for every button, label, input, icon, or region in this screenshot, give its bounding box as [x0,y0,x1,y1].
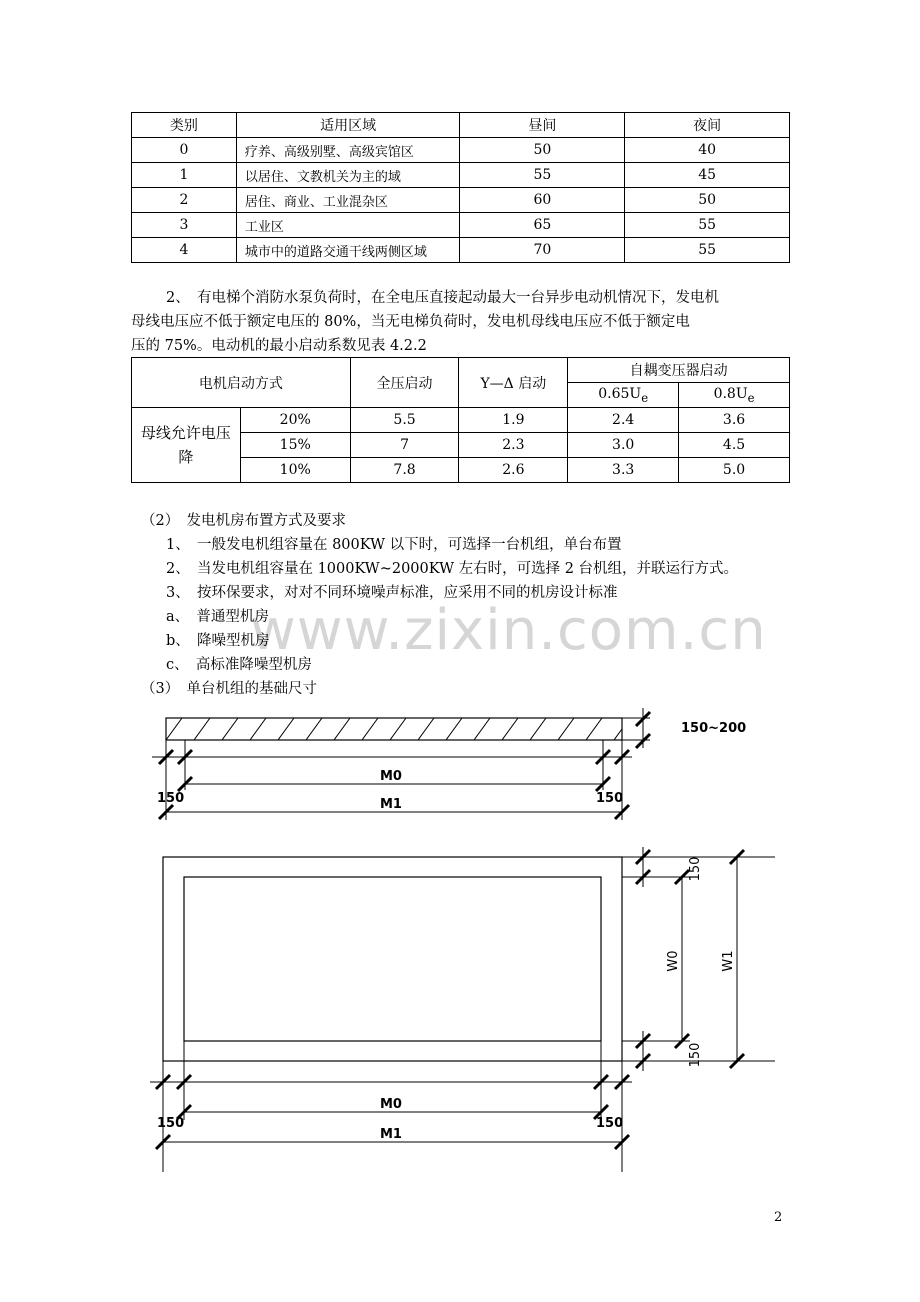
cell: 3.3 [568,458,679,483]
section-title: （3） 单台机组的基础尺寸 [141,681,317,697]
thickness-label: 150~200 [681,721,747,736]
cell: 5.0 [679,458,790,483]
table-header-row [132,113,790,138]
m0-label: M0 [380,769,402,784]
foundation-drawing [0,690,920,1180]
cell: 50 [625,188,790,213]
table-row [132,238,790,263]
edge-label: 150 [157,1116,185,1131]
table-row [132,188,790,213]
section-title: （2） 发电机房布置方式及要求 [141,513,346,529]
cell: 1.9 [459,408,568,433]
outer-foundation [163,857,622,1061]
table-row [132,213,790,238]
edge-label: 150 [688,856,703,882]
table-header-row [132,358,790,383]
cell: 3 [132,213,237,238]
page-number: 2 [774,1210,783,1225]
cell: 45 [625,163,790,188]
header-category: 类别 [132,113,237,138]
cell: 1 [132,163,237,188]
edge-label: 150 [596,791,624,806]
slab-section [166,718,622,740]
list-item: 3、 按环保要求，对对不同环境噪声标准，应采用不同的机房设计标准 [166,585,618,601]
cell: 20% [240,408,350,433]
cell: 疗养、高级别墅、高级宾馆区 [236,138,460,163]
m0-label: M0 [380,1097,402,1112]
header-full-voltage: 全压启动 [350,358,459,408]
m1-label: M1 [380,797,402,812]
cell: 15% [240,433,350,458]
cell: 40 [625,138,790,163]
table-row [132,408,790,433]
cell: 2 [132,188,237,213]
cell: 居住、商业、工业混杂区 [236,188,460,213]
subscript: e [641,390,649,405]
paragraph-line: 母线电压应不低于额定电压的 80%，当无电梯负荷时，发电机母线电压应不低于额定电 [131,314,690,330]
paragraph-line: 压的 75%。电动机的最小启动系数见表 4.2.2 [131,338,427,354]
cell: 以居住、文教机关为主的域 [236,163,460,188]
header-autotransformer: 自耦变压器启动 [568,358,790,383]
list-item: b、 降噪型机房 [166,633,270,649]
cell: 城市中的道路交通干线两侧区域 [236,238,460,263]
cell: 工业区 [236,213,460,238]
subscript: e [747,390,755,405]
list-item: 1、 一般发电机组容量在 800KW 以下时，可选择一台机组，单台布置 [166,537,622,553]
side-elevation [152,708,746,820]
header-08ue [679,383,790,408]
cell: 55 [625,238,790,263]
cell: 4 [132,238,237,263]
table-row [132,138,790,163]
cell: 4.5 [679,433,790,458]
watermark: www.zixin.com.cn [250,598,767,663]
cell: 7.8 [350,458,459,483]
motor-start-table [131,357,790,483]
cell: 55 [460,163,625,188]
inner-foundation [184,877,601,1041]
edge-label: 150 [157,791,185,806]
edge-label: 150 [688,1042,703,1068]
noise-standard-table [131,112,790,263]
cell: 2.6 [459,458,568,483]
m1-label: M1 [380,1127,402,1142]
w1-label: W1 [721,950,736,972]
paragraph-line: 2、 有电梯个消防水泵负荷时，在全电压直接起动最大一台异步电动机情况下，发电机 [166,290,719,306]
edge-label: 150 [596,1116,624,1131]
header-065ue-text: 0.65U [598,385,642,402]
header-start-method: 电机启动方式 [132,358,351,408]
cell: 5.5 [350,408,459,433]
header-star-delta: Y—Δ 启动 [459,358,568,408]
w0-label: W0 [666,950,681,972]
cell: 3.0 [568,433,679,458]
header-area: 适用区域 [236,113,460,138]
header-night: 夜间 [625,113,790,138]
cell: 2.3 [459,433,568,458]
header-065ue [568,383,679,408]
cell: 65 [460,213,625,238]
cell: 60 [460,188,625,213]
header-08ue-text: 0.8U [713,385,748,402]
list-item: a、 普通型机房 [166,609,269,625]
cell: 70 [460,238,625,263]
cell: 3.6 [679,408,790,433]
cell: 50 [460,138,625,163]
cell: 0 [132,138,237,163]
header-day: 昼间 [460,113,625,138]
list-item: 2、 当发电机组容量在 1000KW~2000KW 左右时，可选择 2 台机组，并联运行方式。 [166,561,739,577]
cell: 2.4 [568,408,679,433]
cell: 10% [240,458,350,483]
cell: 55 [625,213,790,238]
cell: 7 [350,433,459,458]
table-row [132,163,790,188]
row-label-voltage-drop: 母线允许电压降 [132,408,241,483]
list-item: c、 高标准降噪型机房 [166,657,312,673]
plan-view [150,847,775,1172]
